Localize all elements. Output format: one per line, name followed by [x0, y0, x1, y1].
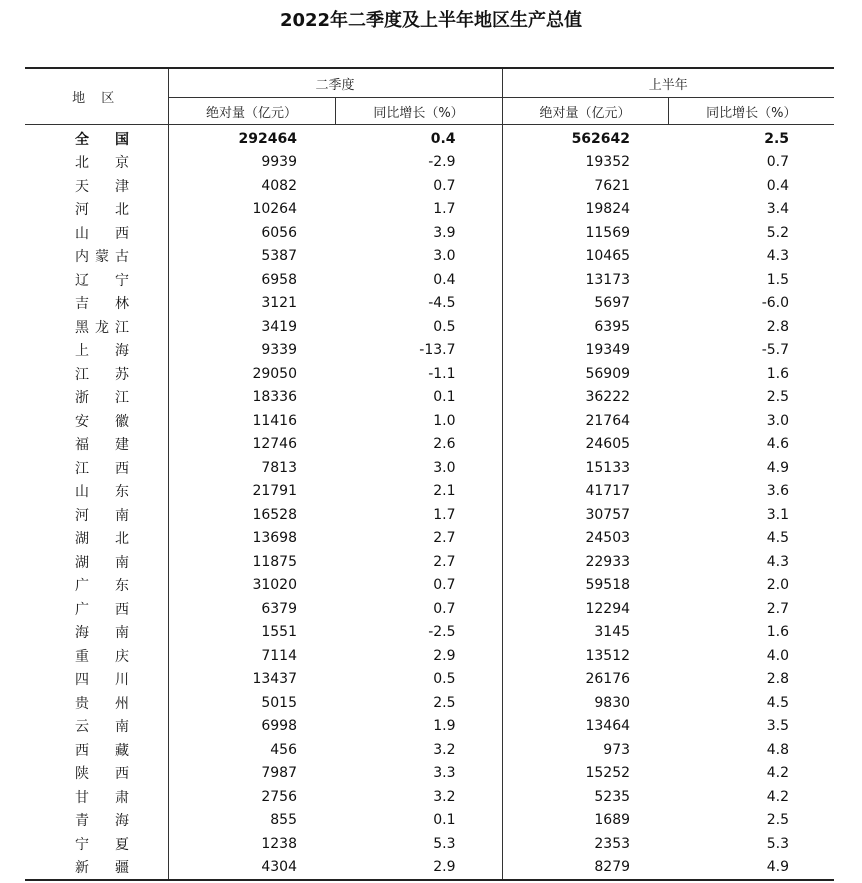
region-name: 重庆 [75, 648, 129, 665]
region-name: 云南 [75, 719, 129, 736]
q2-absolute-cell: 4304 [261, 859, 297, 876]
table-row [25, 503, 834, 527]
h1-absolute-cell: 6395 [594, 318, 631, 335]
h1-absolute-cell: 15133 [585, 459, 631, 476]
q2-growth-cell: -2.5 [335, 621, 502, 645]
h1-growth-cell: 0.7 [766, 154, 790, 171]
table-row [25, 386, 834, 410]
region-name-cell [25, 433, 168, 457]
region-name-cell [25, 691, 168, 715]
h1-growth-cell: 5.3 [766, 835, 790, 852]
h1-absolute-cell: 12294 [585, 600, 631, 617]
region-name-cell [25, 339, 168, 363]
q2-absolute-cell: 11416 [252, 412, 297, 429]
region-name: 吉林 [75, 296, 129, 313]
q2-growth-cell: 2.6 [335, 433, 502, 457]
table-row [25, 245, 834, 269]
table-row [25, 856, 834, 881]
region-name: 辽宁 [75, 272, 129, 289]
q2-absolute-cell: 6958 [261, 271, 297, 288]
region-name-cell [25, 409, 168, 433]
region-name-cell [25, 856, 168, 881]
h1-growth-cell: 3.1 [766, 506, 790, 523]
q2-absolute-cell: 7987 [261, 765, 297, 782]
table-row [25, 292, 834, 316]
q2-absolute-cell: 9939 [261, 154, 297, 171]
h1-absolute-cell: 9830 [594, 694, 631, 711]
h1-absolute-cell: 5697 [594, 295, 631, 312]
q2-growth-cell: 3.9 [335, 221, 502, 245]
h1-absolute-header: 绝对量（亿元） [502, 98, 668, 125]
region-name-cell [25, 527, 168, 551]
table-body [25, 125, 834, 881]
region-name-cell [25, 221, 168, 245]
h1-absolute-cell: 562642 [571, 130, 631, 147]
h1-absolute-cell: 10465 [585, 248, 631, 265]
q2-growth-cell: 3.2 [335, 738, 502, 762]
q2-absolute-cell: 18336 [252, 389, 297, 406]
region-name: 新疆 [75, 860, 129, 877]
h1-absolute-cell: 15252 [585, 765, 631, 782]
q2-absolute-cell: 3419 [261, 318, 297, 335]
h1-growth-cell: 2.7 [766, 600, 790, 617]
h1-growth-cell: 3.4 [766, 201, 790, 218]
q2-growth-cell: -1.1 [335, 362, 502, 386]
table-row [25, 198, 834, 222]
h1-growth-cell: 4.5 [766, 694, 790, 711]
q2-growth-header: 同比增长（%） [335, 98, 502, 125]
q2-absolute-cell: 292464 [238, 130, 297, 147]
h1-absolute-cell: 7621 [594, 177, 631, 194]
region-name-cell [25, 198, 168, 222]
h1-absolute-cell: 11569 [585, 224, 631, 241]
h1-growth-cell: 2.8 [766, 671, 790, 688]
q2-absolute-cell: 21791 [252, 483, 297, 500]
region-name: 天津 [75, 178, 129, 195]
region-name: 广东 [75, 578, 129, 595]
table-row [25, 151, 834, 175]
q2-absolute-cell: 13698 [252, 530, 297, 547]
region-name: 四川 [75, 672, 129, 689]
q2-absolute-cell: 4082 [261, 177, 297, 194]
q2-growth-cell: 0.7 [335, 174, 502, 198]
region-name: 广西 [75, 601, 129, 618]
q2-growth-cell: 3.0 [335, 245, 502, 269]
region-name-cell [25, 762, 168, 786]
table-row [25, 221, 834, 245]
q2-growth-cell: 1.7 [335, 503, 502, 527]
h1-absolute-cell: 22933 [585, 553, 631, 570]
h1-absolute-cell: 21764 [585, 412, 631, 429]
h1-growth-cell: 3.0 [766, 412, 790, 429]
q2-group-header: 二季度 [168, 68, 502, 98]
h1-growth-cell: 4.6 [766, 436, 790, 453]
gdp-table [25, 67, 834, 881]
q2-growth-cell: 0.7 [335, 597, 502, 621]
region-name: 江西 [75, 460, 129, 477]
region-name-cell [25, 809, 168, 833]
region-name-cell [25, 597, 168, 621]
region-name-cell [25, 151, 168, 175]
table-row [25, 456, 834, 480]
region-name: 河南 [75, 507, 129, 524]
q2-growth-cell: 0.5 [335, 315, 502, 339]
table-row [25, 691, 834, 715]
region-name: 全国 [75, 131, 129, 148]
q2-absolute-cell: 11875 [252, 553, 297, 570]
region-name: 西藏 [75, 742, 129, 759]
h1-growth-cell: 0.4 [766, 177, 790, 194]
h1-growth-cell: 4.0 [766, 647, 790, 664]
q2-absolute-cell: 6056 [261, 224, 297, 241]
q2-growth-cell: 1.0 [335, 409, 502, 433]
table-row [25, 174, 834, 198]
region-name-cell [25, 785, 168, 809]
region-name: 河北 [75, 202, 129, 219]
q2-growth-cell: 2.7 [335, 527, 502, 551]
region-name: 内蒙古 [75, 249, 129, 266]
h1-growth-cell: 4.2 [766, 788, 790, 805]
h1-growth-cell: -6.0 [761, 295, 790, 312]
table-row [25, 362, 834, 386]
h1-growth-cell: 4.3 [766, 553, 790, 570]
h1-absolute-cell: 19824 [585, 201, 631, 218]
h1-growth-cell: 4.9 [766, 459, 790, 476]
q2-absolute-cell: 1551 [261, 624, 297, 641]
h1-growth-cell: 2.5 [766, 812, 790, 829]
region-name: 贵州 [75, 695, 129, 712]
q2-growth-cell: -13.7 [335, 339, 502, 363]
q2-growth-cell: -4.5 [335, 292, 502, 316]
table-row [25, 762, 834, 786]
q2-growth-cell: 5.3 [335, 832, 502, 856]
table-row [25, 785, 834, 809]
table-row [25, 644, 834, 668]
q2-absolute-cell: 9339 [261, 342, 297, 359]
table-row [25, 433, 834, 457]
q2-absolute-cell: 13437 [252, 671, 297, 688]
h1-absolute-cell: 56909 [585, 365, 631, 382]
table-header [25, 68, 834, 125]
table-row [25, 597, 834, 621]
h1-growth-cell: 4.3 [766, 248, 790, 265]
h1-absolute-cell: 36222 [585, 389, 631, 406]
table-row [25, 480, 834, 504]
h1-growth-cell: 3.5 [766, 718, 790, 735]
q2-absolute-cell: 12746 [252, 436, 297, 453]
q2-growth-cell: 3.0 [335, 456, 502, 480]
region-name: 浙江 [75, 390, 129, 407]
q2-growth-cell: 2.7 [335, 550, 502, 574]
h1-growth-cell: 2.5 [766, 389, 790, 406]
q2-growth-cell: 3.2 [335, 785, 502, 809]
region-name: 湖南 [75, 554, 129, 571]
h1-absolute-cell: 59518 [585, 577, 631, 594]
region-name: 青海 [75, 813, 129, 830]
q2-absolute-cell: 6379 [261, 600, 297, 617]
q2-growth-cell: 0.4 [335, 125, 502, 151]
q2-growth-cell: -2.9 [335, 151, 502, 175]
q2-absolute-cell: 1238 [261, 835, 297, 852]
table-row [25, 339, 834, 363]
table-row [25, 832, 834, 856]
table-row [25, 527, 834, 551]
h1-absolute-cell: 24605 [585, 436, 631, 453]
h1-absolute-cell: 19349 [585, 342, 631, 359]
region-name-cell [25, 315, 168, 339]
region-name-cell [25, 362, 168, 386]
region-name-cell [25, 644, 168, 668]
h1-growth-header: 同比增长（%） [668, 98, 834, 125]
q2-absolute-cell: 29050 [252, 365, 297, 382]
region-name: 海南 [75, 625, 129, 642]
h1-absolute-cell: 5235 [594, 788, 631, 805]
q2-absolute-cell: 2756 [261, 788, 297, 805]
q2-growth-cell: 1.7 [335, 198, 502, 222]
h1-growth-cell: 4.9 [766, 859, 790, 876]
h1-growth-cell: -5.7 [761, 342, 790, 359]
q2-absolute-cell: 5015 [261, 694, 297, 711]
region-name-cell [25, 621, 168, 645]
region-name-cell [25, 456, 168, 480]
q2-absolute-cell: 31020 [252, 577, 297, 594]
h1-growth-cell: 3.6 [766, 483, 790, 500]
region-name-cell [25, 268, 168, 292]
q2-growth-cell: 0.4 [335, 268, 502, 292]
q2-absolute-cell: 6998 [261, 718, 297, 735]
region-name-cell [25, 503, 168, 527]
h1-growth-cell: 2.8 [766, 318, 790, 335]
h1-growth-cell: 1.5 [766, 271, 790, 288]
q2-absolute-cell: 7114 [261, 647, 297, 664]
h1-growth-cell: 4.5 [766, 530, 790, 547]
region-name-cell [25, 174, 168, 198]
q2-growth-cell: 3.3 [335, 762, 502, 786]
h1-growth-cell: 4.8 [766, 741, 790, 758]
h1-growth-cell: 1.6 [766, 365, 790, 382]
h1-growth-cell: 2.0 [766, 577, 790, 594]
h1-absolute-cell: 13512 [585, 647, 631, 664]
q2-growth-cell: 0.7 [335, 574, 502, 598]
h1-absolute-cell: 973 [603, 741, 631, 758]
h1-absolute-cell: 41717 [585, 483, 631, 500]
q2-growth-cell: 0.5 [335, 668, 502, 692]
table-row [25, 715, 834, 739]
region-name: 上海 [75, 343, 129, 360]
table-row [25, 574, 834, 598]
region-name: 福建 [75, 437, 129, 454]
region-name-cell [25, 292, 168, 316]
h1-absolute-cell: 26176 [585, 671, 631, 688]
region-name-cell [25, 668, 168, 692]
table-row [25, 268, 834, 292]
region-name-cell [25, 715, 168, 739]
table-row [25, 621, 834, 645]
table-row [25, 550, 834, 574]
q2-absolute-cell: 456 [270, 741, 297, 758]
region-name: 北京 [75, 155, 129, 172]
region-name-cell [25, 245, 168, 269]
h1-absolute-cell: 1689 [594, 812, 631, 829]
region-name-cell [25, 574, 168, 598]
q2-absolute-cell: 855 [270, 812, 297, 829]
table-row [25, 738, 834, 762]
h1-absolute-cell: 13173 [585, 271, 631, 288]
region-name: 宁夏 [75, 836, 129, 853]
h1-absolute-cell: 19352 [585, 154, 631, 171]
table-row-total [25, 125, 834, 151]
region-name-cell [25, 386, 168, 410]
q2-absolute-cell: 7813 [261, 459, 297, 476]
q2-growth-cell: 1.9 [335, 715, 502, 739]
h1-absolute-cell: 24503 [585, 530, 631, 547]
table-row [25, 315, 834, 339]
q2-growth-cell: 2.1 [335, 480, 502, 504]
region-name: 黑龙江 [75, 319, 129, 336]
q2-growth-cell: 2.9 [335, 644, 502, 668]
h1-absolute-cell: 3145 [594, 624, 631, 641]
table-row [25, 668, 834, 692]
region-name: 甘肃 [75, 789, 129, 806]
table-row [25, 809, 834, 833]
region-name: 陕西 [75, 766, 129, 783]
h1-growth-cell: 2.5 [764, 130, 790, 147]
h1-growth-cell: 1.6 [766, 624, 790, 641]
h1-absolute-cell: 13464 [585, 718, 631, 735]
q2-growth-cell: 2.9 [335, 856, 502, 881]
q2-absolute-cell: 5387 [261, 248, 297, 265]
region-name-cell [25, 125, 168, 151]
q2-absolute-cell: 10264 [252, 201, 297, 218]
region-name: 湖北 [75, 531, 129, 548]
region-name: 安徽 [75, 413, 129, 430]
q2-absolute-cell: 16528 [252, 506, 297, 523]
h1-growth-cell: 5.2 [766, 224, 790, 241]
region-name: 山东 [75, 484, 129, 501]
h1-absolute-cell: 8279 [594, 859, 631, 876]
q2-growth-cell: 2.5 [335, 691, 502, 715]
h1-absolute-cell: 30757 [585, 506, 631, 523]
h1-group-header: 上半年 [502, 68, 834, 98]
region-name: 山西 [75, 225, 129, 242]
q2-growth-cell: 0.1 [335, 386, 502, 410]
region-name-cell [25, 550, 168, 574]
table-row [25, 409, 834, 433]
region-name-cell [25, 832, 168, 856]
page-title: 2022年二季度及上半年地区生产总值 [279, 10, 583, 31]
h1-growth-cell: 4.2 [766, 765, 790, 782]
q2-growth-cell: 0.1 [335, 809, 502, 833]
h1-absolute-cell: 2353 [594, 835, 631, 852]
q2-absolute-cell: 3121 [261, 295, 297, 312]
region-name: 江苏 [75, 366, 129, 383]
region-name-cell [25, 738, 168, 762]
q2-absolute-header: 绝对量（亿元） [168, 98, 335, 125]
region-column-header: 地 区 [25, 68, 168, 125]
region-name-cell [25, 480, 168, 504]
